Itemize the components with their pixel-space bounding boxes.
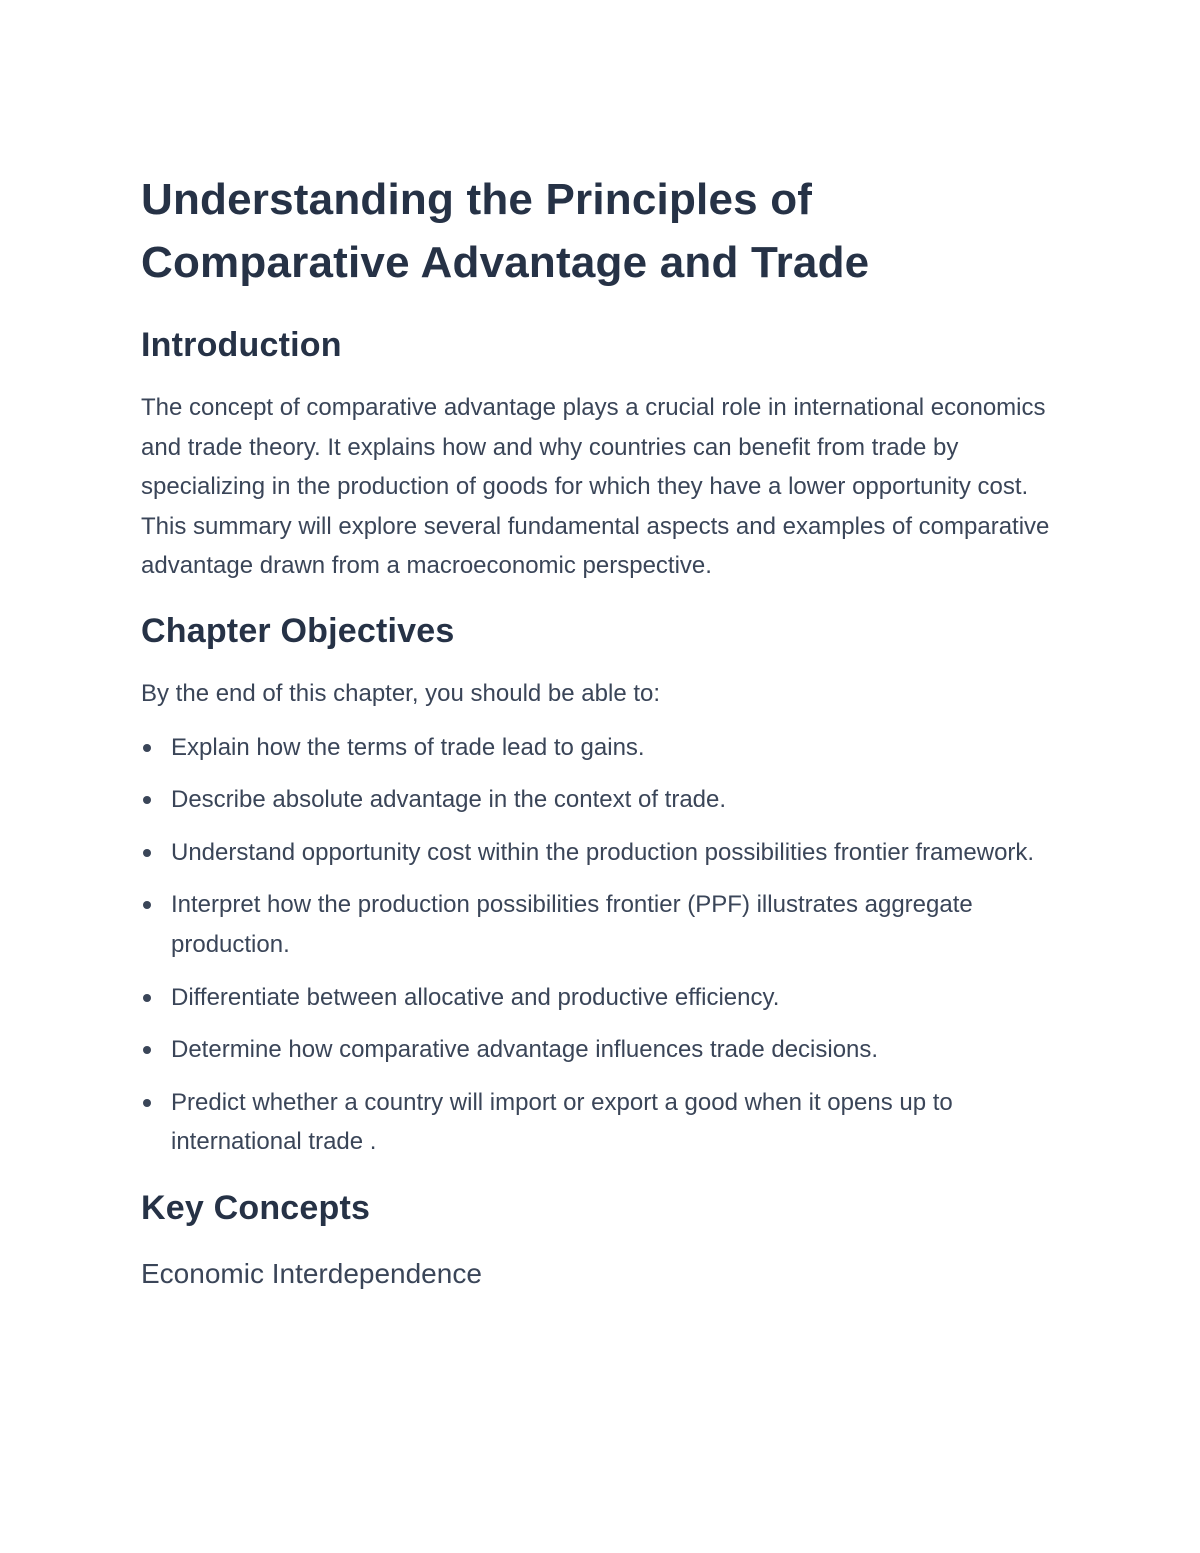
objectives-list bbox=[141, 728, 1061, 1162]
list-item bbox=[141, 978, 1061, 1018]
list-item bbox=[141, 1030, 1061, 1070]
bullet-icon bbox=[143, 1099, 151, 1107]
bullet-icon bbox=[143, 994, 151, 1002]
list-item-text: Interpret how the production possibilities frontier (PPF) illustrates aggregate production. bbox=[171, 891, 973, 958]
document-page bbox=[141, 168, 1061, 1294]
bullet-icon bbox=[143, 849, 151, 857]
list-item-text: Understand opportunity cost within the production possibilities frontier framework. bbox=[171, 838, 1035, 866]
list-item bbox=[141, 780, 1061, 820]
objectives-lead: By the end of this chapter, you should be able to: bbox=[141, 679, 661, 707]
key-concepts-heading: Key Concepts bbox=[141, 1188, 371, 1227]
introduction-heading: Introduction bbox=[141, 326, 342, 364]
list-item bbox=[141, 728, 1061, 768]
bullet-icon bbox=[143, 1046, 151, 1054]
bullet-icon bbox=[143, 901, 151, 909]
list-item bbox=[141, 1083, 1061, 1162]
list-item-text: Predict whether a country will import or export a good when it opens up to international trade . bbox=[171, 1088, 953, 1156]
list-item bbox=[141, 833, 1061, 873]
list-item-text: Describe absolute advantage in the context of trade. bbox=[171, 786, 727, 814]
list-item-text: Explain how the terms of trade lead to gains. bbox=[171, 733, 645, 761]
bullet-icon bbox=[143, 796, 151, 804]
objectives-heading: Chapter Objectives bbox=[141, 611, 455, 650]
economic-interdependence-subheading: Economic Interdependence bbox=[141, 1257, 482, 1289]
list-item-text: Determine how comparative advantage influences trade decisions. bbox=[171, 1036, 879, 1064]
document-title: Understanding the Principles of Comparative Advantage and Trade bbox=[141, 175, 870, 287]
introduction-paragraph: The concept of comparative advantage plays a crucial role in international economics and trade theory. It explains how and why countries can benefit from trade by specializing in the production of goods for which they have a lower opportunity cost. This summary will explore several fundamental aspects and examples of comparative advantage drawn from a macroeconomic perspective. bbox=[141, 394, 1050, 580]
bullet-icon bbox=[143, 744, 151, 752]
list-item bbox=[141, 885, 1061, 964]
list-item-text: Differentiate between allocative and productive efficiency. bbox=[171, 983, 780, 1011]
